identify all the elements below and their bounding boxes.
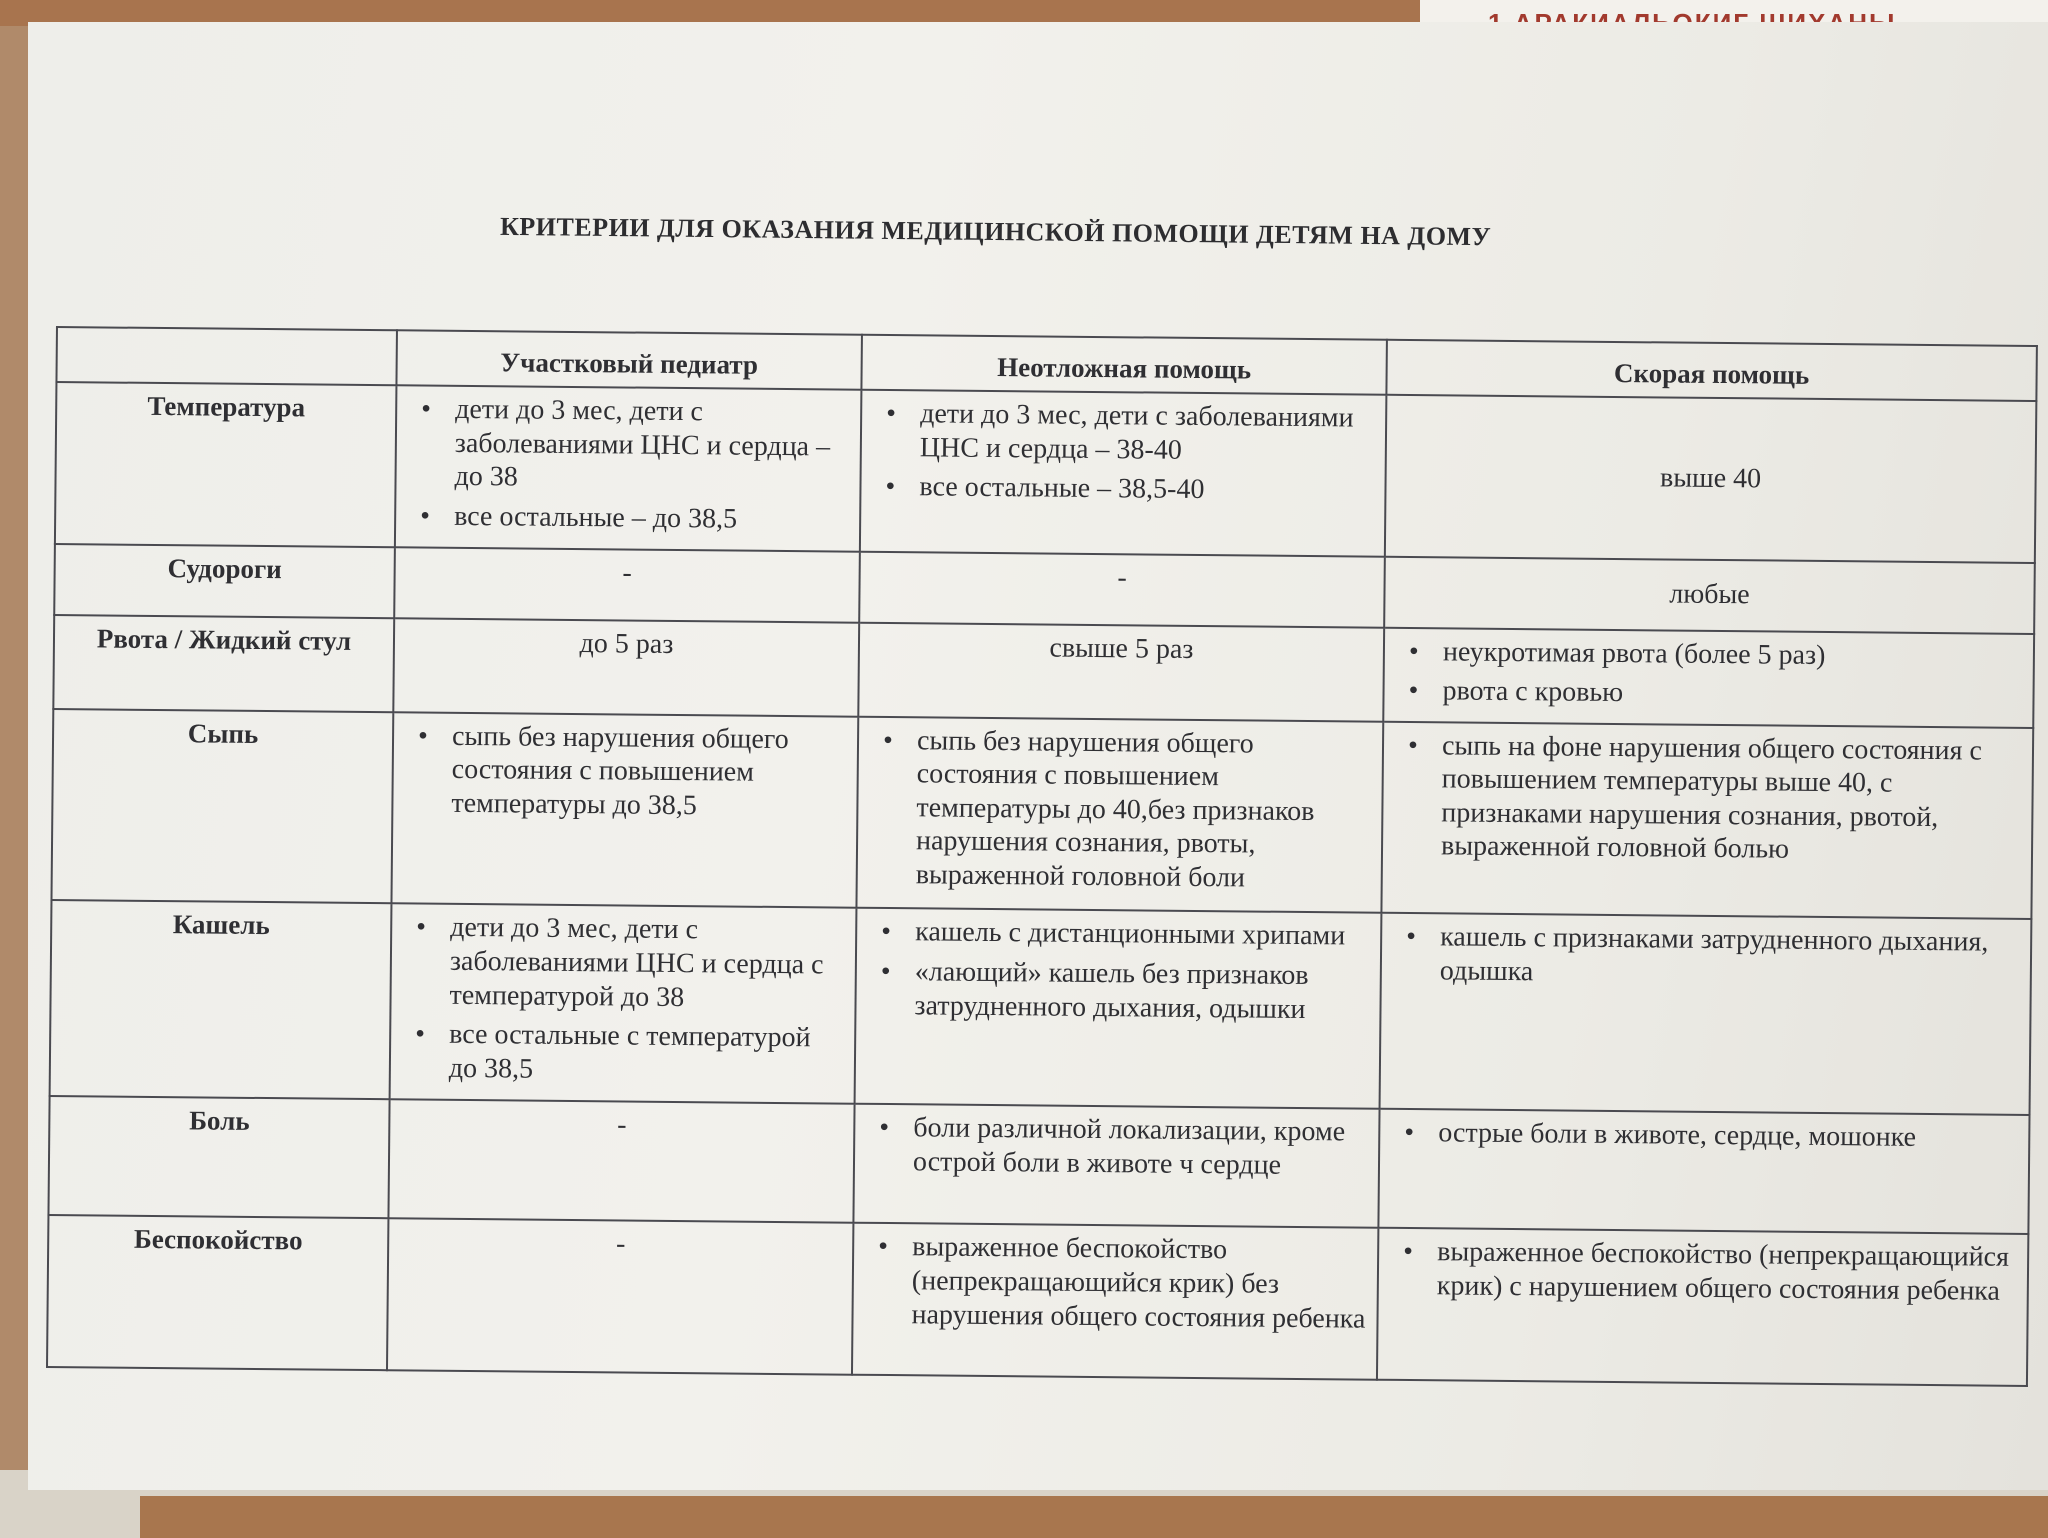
list-item: • «лающий» кашель без признаков затрудненного дыхания, одышки — [914, 955, 1370, 1027]
cell-rash-ambulance — [1381, 721, 2033, 919]
list-item: • дети до 3 мес, дети с заболеваниями ЦНС и сердца – 38-40 — [920, 397, 1376, 469]
cell-vomiting-pediatr: до 5 раз — [393, 618, 859, 717]
row-label-cough: Кашель — [50, 900, 392, 1099]
list-item: • кашель с признаками затрудненного дыхания, одышка — [1440, 921, 2021, 994]
row-label-restlessness: Беспокойство — [47, 1215, 388, 1370]
list-item: • острые боли в животе, сердце, мошонке — [1438, 1117, 2018, 1156]
row-label-seizures: Судороги — [54, 544, 395, 618]
table-row-temperature — [55, 382, 2036, 563]
list-item: • неукротимая рвота (более 5 раз) — [1443, 635, 2023, 674]
cell-seizures-ambulance: любые — [1384, 557, 2035, 634]
list-item: • выраженное беспокойство (непрекращающийся крик) с нарушением общего состояния ребенка — [1437, 1236, 2018, 1309]
row-label-vomiting: Рвота / Жидкий стул — [53, 615, 394, 712]
cell-temperature-ambulance: выше 40 — [1385, 395, 2037, 563]
list-item: • выраженное беспокойство (непрекращающийся крик) без нарушения общего состояния ребенка — [911, 1231, 1367, 1336]
list-item: • боли различной локализации, кроме острой боли в животе ч сердце — [913, 1112, 1369, 1184]
header-empty-cell — [56, 327, 397, 385]
cell-cough-ambulance — [1380, 913, 2032, 1115]
list-item: • дети до 3 мес, дети с заболеваниями ЦНС и сердца – до 38 — [454, 393, 850, 498]
list-item: • кашель с дистанционными хрипами — [915, 916, 1370, 954]
table-row-restlessness — [47, 1215, 2028, 1386]
cell-rash-pediatr — [391, 712, 858, 908]
row-label-rash: Сыпь — [51, 709, 393, 904]
cell-cough-urgent — [855, 908, 1382, 1109]
list-item: • сыпь на фоне нарушения общего состояния с повышением температуры выше 40, с признаками нарушения сознания, рвотой, выраженной головной болью — [1441, 729, 2022, 869]
cell-restlessness-pediatr: - — [387, 1219, 853, 1375]
list-item: • все остальные – 38,5-40 — [919, 470, 1374, 508]
cell-restlessness-ambulance — [1377, 1228, 2028, 1386]
cell-pain-ambulance — [1378, 1109, 2029, 1234]
list-item: • рвота с кровью — [1442, 674, 2022, 713]
list-item: • сыпь без нарушения общего состояния с повышением температуры до 40,без признаков нарушения сознания, рвоты, выраженной головной боли — [916, 724, 1373, 896]
cell-cough-pediatr — [390, 904, 857, 1104]
cell-vomiting-urgent: свыше 5 раз — [858, 622, 1384, 721]
cell-pain-urgent — [853, 1104, 1379, 1228]
row-label-temperature: Температура — [55, 382, 397, 547]
header-pediatr: Участковый педиатр — [396, 330, 862, 389]
list-item: • все остальные – до 38,5 — [454, 500, 849, 537]
table-row-cough — [50, 900, 2032, 1115]
page-title: КРИТЕРИИ ДЛЯ ОКАЗАНИЯ МЕДИЦИНСКОЙ ПОМОЩИ ДЕТЯМ НА ДОМУ — [499, 211, 1492, 252]
cell-seizures-pediatr: - — [394, 547, 860, 622]
criteria-table — [46, 326, 2038, 1387]
wooden-frame-bottom — [140, 1496, 2048, 1538]
header-urgent-care: Неотложная помощь — [861, 335, 1387, 395]
cell-rash-urgent — [856, 716, 1383, 913]
table-row-rash — [51, 709, 2033, 920]
cell-seizures-urgent: - — [859, 552, 1385, 628]
cell-vomiting-ambulance — [1383, 627, 2034, 727]
header-ambulance: Скорая помощь — [1386, 340, 2036, 401]
cell-temperature-urgent — [860, 390, 1387, 557]
table-row-pain — [48, 1096, 2029, 1234]
list-item: • сыпь без нарушения общего состояния с повышением температуры до 38,5 — [451, 719, 847, 824]
list-item: • дети до 3 мес, дети с заболеваниями ЦНС и сердца с температурой до 38 — [449, 911, 845, 1016]
cell-restlessness-urgent — [852, 1223, 1378, 1380]
criteria-table-wrapper — [46, 326, 2036, 1387]
cell-pain-pediatr: - — [388, 1100, 854, 1224]
row-label-pain: Боль — [48, 1096, 389, 1218]
cell-temperature-pediatr — [395, 385, 862, 551]
list-item: • все остальные с температурой до 38,5 — [449, 1018, 845, 1089]
